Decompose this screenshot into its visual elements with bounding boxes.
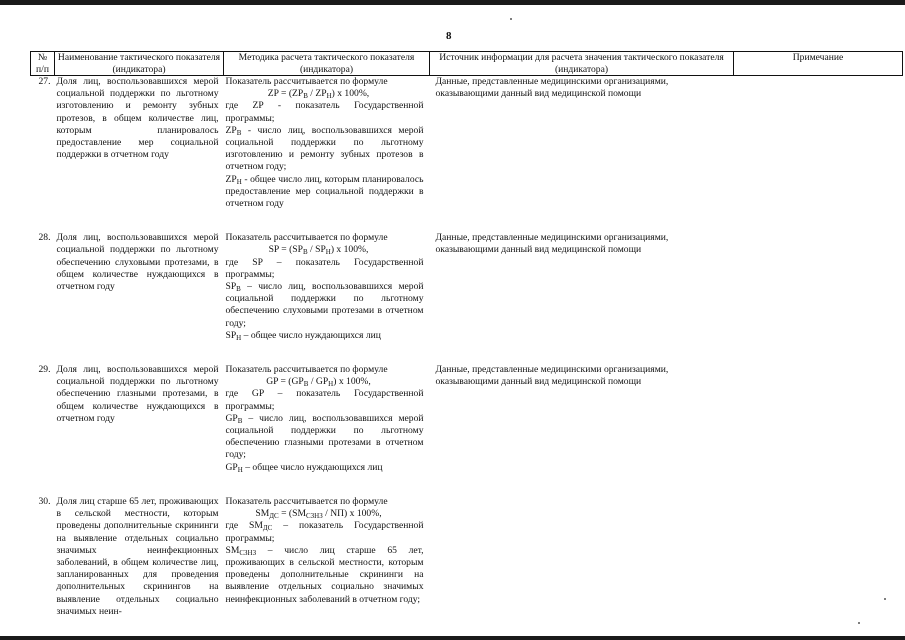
scan-speck — [510, 18, 512, 20]
table-row — [31, 364, 903, 496]
method-intro: Показатель рассчитывается по формуле — [225, 76, 388, 87]
method-line: где $SM_{ДС}$ – показатель Государственной программы; — [225, 520, 424, 544]
table-row — [31, 76, 903, 233]
note-cell — [734, 232, 903, 364]
method-line: $ZP_В$ - число лиц, воспользовавшихся мерой социальной поддержки по льготному изготовлению и ремонту зубных протезов в отчетном году; — [225, 124, 424, 173]
method-intro: Показатель рассчитывается по формуле — [225, 364, 388, 376]
indicator-table — [30, 51, 903, 618]
header-name: Наименование тактического показателя (индикатора) — [55, 52, 224, 76]
method-intro: Показатель рассчитывается по формуле — [225, 495, 388, 507]
indicator-name: Доля лиц, воспользовавшихся мерой социальной поддержки по льготному изготовлению и ремонту зубных протезов, в общем количестве лиц, которым планировалось предоставление мер социальной поддержки в отчетном году — [56, 76, 219, 161]
indicator-name: Доля лиц, воспользовавшихся мерой социальной поддержки по льготному обеспечению глазными протезами, в общем количестве нуждающихся в отчетном году — [56, 364, 219, 424]
method-cell — [224, 232, 430, 364]
method-line: где ZP - показатель Государственной программы; — [225, 100, 424, 124]
note-cell — [734, 76, 903, 233]
note-cell — [734, 496, 903, 618]
method-cell — [224, 364, 430, 496]
top-scan-border — [0, 0, 905, 5]
method-line: где SP – показатель Государственной программы; — [225, 256, 424, 280]
method-line: $SP_В$ – число лиц, воспользовавшихся мерой социальной поддержки по льготному обеспечению слуховыми протезами в отчетном году; — [225, 281, 424, 329]
row-number: 27. — [38, 76, 51, 87]
row-number: 29. — [38, 364, 51, 376]
table-row — [31, 232, 903, 364]
scan-speck — [884, 598, 886, 600]
table-header-row — [31, 52, 903, 76]
header-method: Методика расчета тактического показателя (индикатора) — [224, 52, 430, 76]
table-row — [31, 496, 903, 618]
page-number: 8 — [446, 30, 452, 42]
row-number: 30. — [38, 495, 51, 507]
method-cell — [224, 76, 430, 233]
method-line: $GP_Н$ – общее число нуждающихся лиц — [225, 461, 383, 474]
method-line: где GP – показатель Государственной программы; — [225, 388, 424, 412]
source-cell: Данные, представленные медицинскими организациями, оказывающими данный вид медицинской помощи — [435, 364, 669, 388]
header-note: Примечание — [734, 52, 903, 76]
indicator-name: Доля лиц, воспользовавшихся мерой социальной поддержки по льготному обеспечению слуховыми протезами, в общем количестве нуждающихся в отчетном году — [56, 232, 219, 293]
header-num: № п/п — [31, 52, 55, 76]
source-cell: Данные, представленные медицинскими организациями, оказывающими данный вид медицинской помощи — [435, 76, 669, 100]
source-cell — [430, 496, 734, 618]
note-cell — [734, 364, 903, 496]
method-formula: ZP = $(ZP_В / ZP_Н)$ х 100%, — [267, 88, 370, 101]
method-line: $SP_Н$ – общее число нуждающихся лиц — [225, 329, 381, 342]
method-formula: SP = $(SP_В / SP_Н)$ х 100%, — [268, 244, 369, 257]
method-line: $SM_{СЗНЗ}$ – число лиц старше 65 лет, проживающих в сельской местности, которым проведены дополнительные скрининги на выявление отдельных социально значимых неинфекционных заболеваний в отчетном году; — [225, 544, 424, 605]
method-line: $GP_В$ – число лиц, воспользовавшихся мерой социальной поддержки по льготному обеспечению глазными протезами в отчетном году; — [225, 412, 424, 461]
method-formula: GP = $(GP_В / GP_Н)$ х 100%, — [266, 376, 371, 389]
method-intro: Показатель рассчитывается по формуле — [225, 232, 388, 244]
method-formula: $SM_{ДС} = (SM_{СЗНЗ} / NП)$ х 100%, — [255, 508, 382, 521]
source-cell: Данные, представленные медицинскими организациями, оказывающими данный вид медицинской помощи — [435, 232, 669, 256]
header-source: Источник информации для расчета значения тактического показателя (индикатора) — [430, 52, 734, 76]
indicator-name: Доля лиц старше 65 лет, проживающих в сельской местности, которым проведены дополнительные скрининги на выявление отдельных социально значимых неинфекционных заболеваний, в общем количестве лиц, запланированных для проведения дополнительных скринингов на выявление отдельных социально значимых неин- — [56, 495, 219, 617]
bottom-scan-border — [0, 636, 905, 640]
method-cell — [224, 496, 430, 618]
row-number: 28. — [38, 232, 51, 244]
scan-speck — [858, 622, 860, 624]
method-line: $ZP_Н$ - общее число лиц, которым планировалось предоставление мер социальной поддержки в отчетном году — [225, 173, 424, 210]
